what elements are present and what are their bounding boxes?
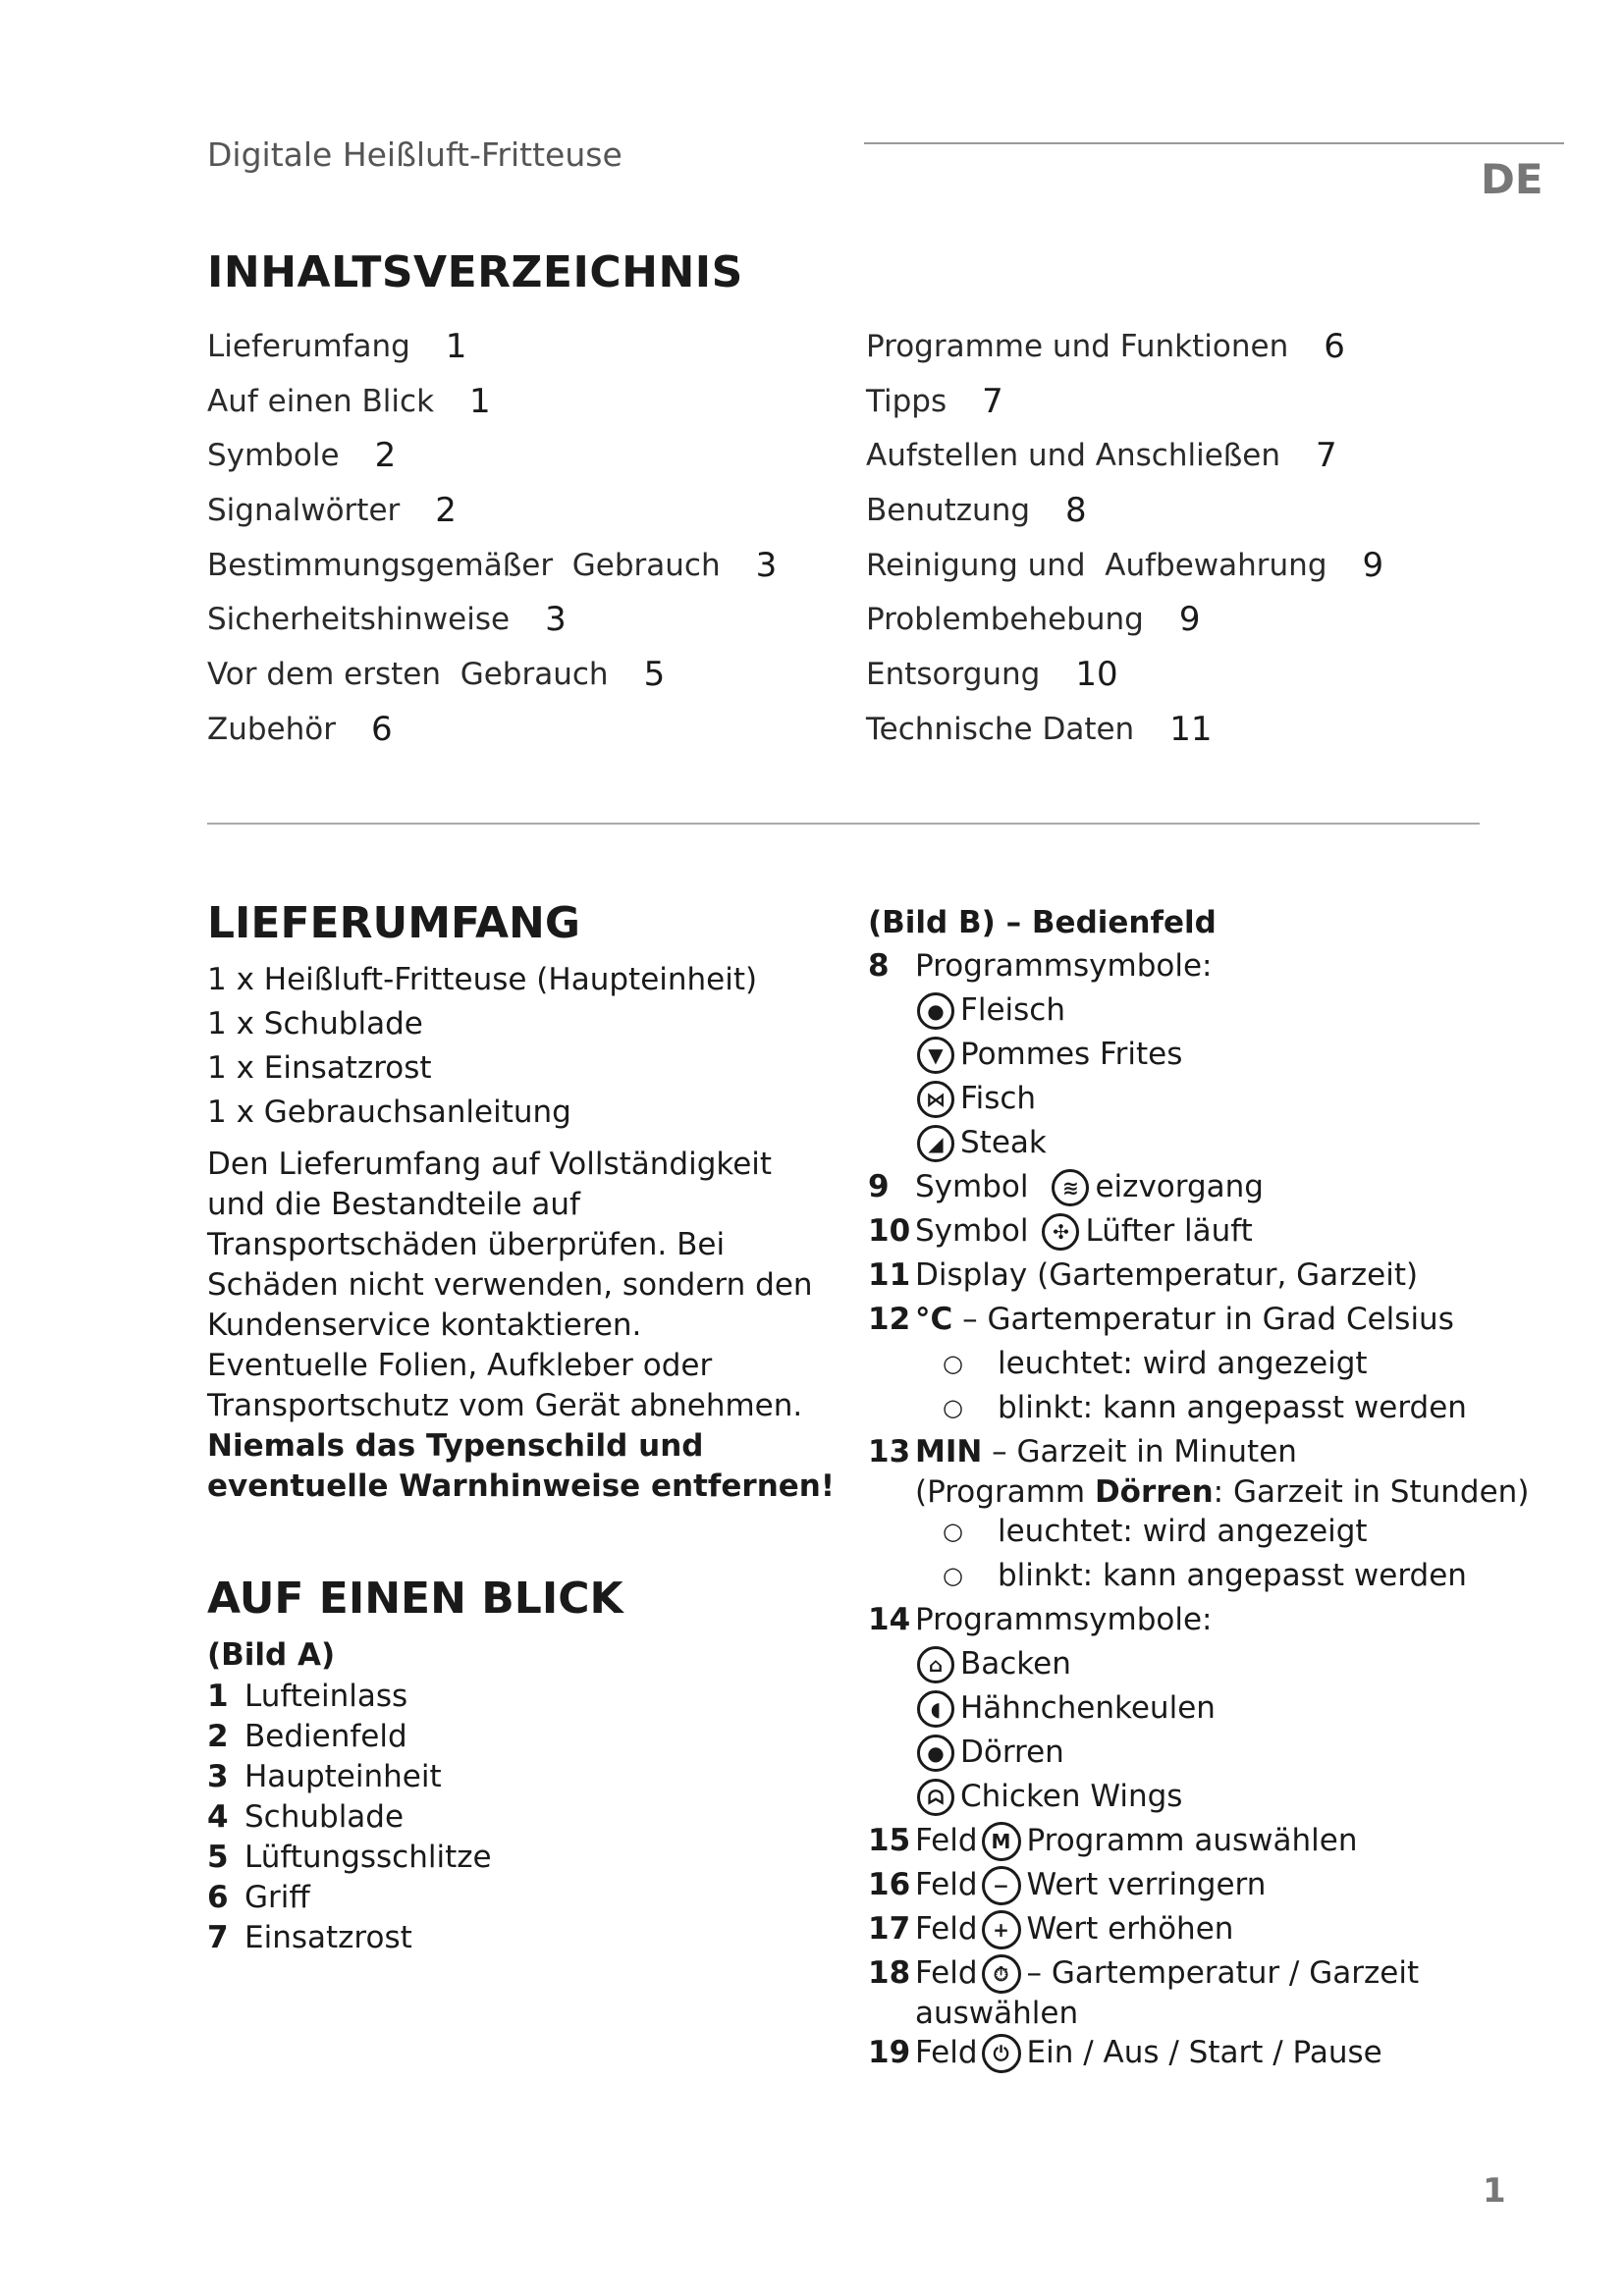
toc-entry[interactable]: Benutzung 8 [866,490,1087,530]
list-item: ◖ Hähnchenkeulen [868,1686,1555,1731]
drumstick-icon: ◖ [917,1690,954,1728]
list-item: 2 Bedienfeld [207,1719,407,1754]
heating-icon: ≋ [1052,1169,1089,1206]
toc-entry[interactable]: Aufstellen und Anschließen 7 [866,436,1337,476]
toc-left-column [207,319,836,757]
list-item: 15 Feld M Programm auswählen [868,1819,1555,1863]
list-item: ○ blinkt: kann angepasst werden [943,1390,1467,1425]
toc-entry[interactable]: Lieferumfang 1 [207,326,467,366]
list-item: ▼ Pommes Frites [868,1033,1555,1077]
list-item: 11 Display (Gartemperatur, Garzeit) [868,1257,1419,1293]
left-content-column [207,898,836,1958]
baking-icon: ⌂ [917,1646,954,1683]
page-number: 1 [1483,2171,1506,2211]
list-item: 1 Lufteinlass [207,1679,408,1714]
list-item: ◢ Steak [868,1121,1555,1165]
toc-entry[interactable]: Vor dem ersten Gebrauch 5 [207,654,666,694]
toc-right-column [866,319,1494,757]
language-label: DE [1481,155,1543,203]
list-item: 12 °C – Gartemperatur in Grad Celsius [868,1302,1454,1337]
list-item: 1 x Schublade [207,1006,423,1041]
toc-entry[interactable]: Symbole 2 [207,436,397,476]
plus-icon: + [982,1910,1021,1949]
lieferumfang-paragraph: Den Lieferumfang auf Vollständigkeit und die Bestandteile auf Transportschäden überprüfen. Bei Schäden nicht verwenden, sondern den Kundenservice kontaktieren. [207,1147,813,1343]
meat-icon: ● [917,992,954,1030]
temp-time-icon: ⏱ [982,1954,1021,1994]
drying-icon: ● [917,1735,954,1772]
list-item: (Programm Dörren : Garzeit in Stunden) [915,1474,1530,1510]
lieferumfang-heading: LIEFERUMFANG [207,898,580,948]
toc-entry[interactable]: Entsorgung 10 [866,654,1118,694]
list-item: auswählen [915,1996,1079,2031]
list-item: ○ blinkt: kann angepasst werden [943,1558,1467,1593]
list-item: 18 Feld ⏱ – Gartemperatur / Garzeit [868,1951,1555,1996]
list-item: 10 Symbol ✣ Lüfter läuft [868,1213,1253,1249]
document-title: Digitale Heißluft-Fritteuse [207,135,623,174]
list-item: ○ leuchtet: wird angezeigt [943,1346,1368,1381]
fries-icon: ▼ [917,1037,954,1074]
lieferumfang-warning-paragraph: Eventuelle Folien, Aufkleber oder Transportschutz vom Gerät abnehmen. Niemals das Typenschild und eventuelle Warnhinweise entfernen! [207,1348,836,1504]
minus-icon: − [982,1866,1021,1905]
fan-icon: ✣ [1042,1213,1079,1251]
list-item: 13 MIN – Garzeit in Minuten [868,1434,1297,1469]
list-item: ● Dörren [868,1731,1555,1775]
toc-entry[interactable]: Reinigung und Aufbewahrung 9 [866,545,1384,585]
power-start-icon: ⏻ [982,2034,1021,2073]
list-item: ⌂ Backen [868,1642,1555,1686]
menu-select-icon: M [982,1822,1021,1861]
list-item: 16 Feld − Wert verringern [868,1863,1555,1907]
steak-icon: ◢ [917,1125,954,1162]
list-item: 5 Lüftungsschlitze [207,1840,492,1875]
list-item: 17 Feld + Wert erhöhen [868,1907,1555,1951]
right-content-column [868,901,1555,2075]
toc-entry[interactable]: Signalwörter 2 [207,490,457,530]
section-divider [207,823,1480,825]
list-item: 19 Feld ⏻ Ein / Aus / Start / Pause [868,2031,1555,2075]
blick-heading: AUF EINEN BLICK [207,1574,623,1624]
toc-heading: INHALTSVERZEICHNIS [207,247,743,297]
list-item: ○ leuchtet: wird angezeigt [943,1514,1368,1549]
toc-entry[interactable]: Programme und Funktionen 6 [866,326,1345,366]
list-item: 1 x Einsatzrost [207,1050,432,1086]
list-item: 9 Symbol ≋ eizvorgang [868,1169,1264,1204]
toc-entry[interactable]: Auf einen Blick 1 [207,381,491,421]
toc-entry[interactable]: Technische Daten 11 [866,709,1213,749]
fish-icon: ⋈ [917,1081,954,1118]
list-item: ᗣ Chicken Wings [868,1775,1555,1819]
list-item: ● Fleisch [868,988,1555,1033]
list-item: 8 Programmsymbole: [868,948,1213,984]
list-item: 6 Griff [207,1880,310,1915]
list-item: 7 Einsatzrost [207,1920,412,1955]
header-rule [864,142,1564,144]
toc-entry[interactable]: Zubehör 6 [207,709,393,749]
toc-entry[interactable]: Bestimmungsgemäßer Gebrauch 3 [207,545,778,585]
list-item: 4 Schublade [207,1799,405,1835]
bedienfeld-subheading: (Bild B) – Bedienfeld [868,905,1217,940]
blick-subheading: (Bild A) [207,1637,336,1673]
list-item: 3 Haupteinheit [207,1759,442,1794]
toc-entry[interactable]: Problembehebung 9 [866,600,1201,640]
list-item: 1 x Gebrauchsanleitung [207,1095,571,1130]
list-item: 14 Programmsymbole: [868,1602,1213,1637]
toc-entry[interactable]: Tipps 7 [866,381,1003,421]
list-item: 1 x Heißluft-Fritteuse (Haupteinheit) [207,962,758,997]
toc-entry[interactable]: Sicherheitshinweise 3 [207,600,567,640]
chicken-wings-icon: ᗣ [917,1779,954,1816]
list-item: ⋈ Fisch [868,1077,1555,1121]
